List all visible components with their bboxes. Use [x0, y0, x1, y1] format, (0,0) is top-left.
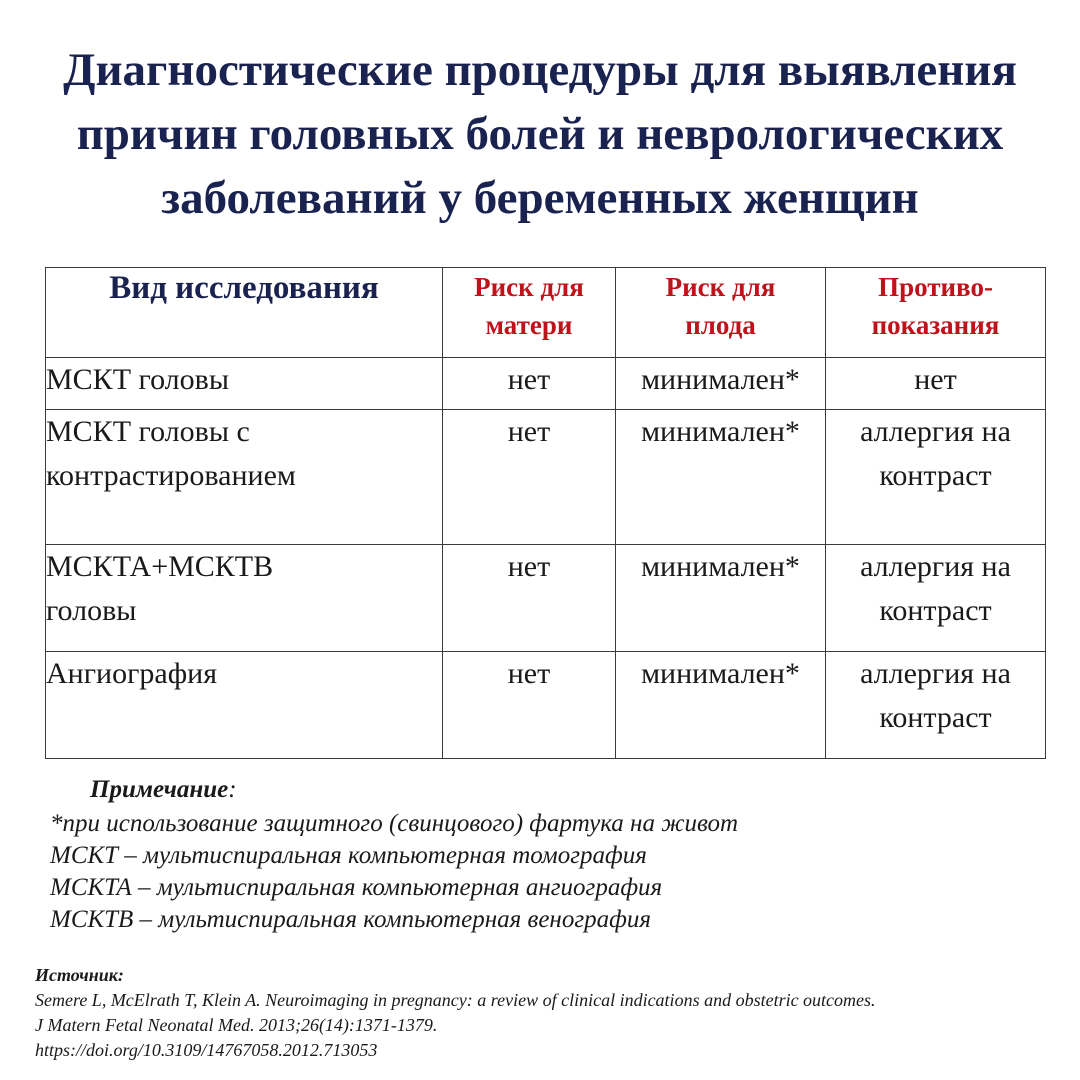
mother-risk-cell: нет: [443, 545, 616, 652]
study-name-line: контрастированием: [46, 459, 296, 492]
title-line-1: Диагностические процедуры для выявления: [63, 44, 1017, 96]
mother-risk-cell: нет: [443, 652, 616, 759]
contra-cell: [826, 358, 1046, 410]
contra-line: контраст: [879, 701, 992, 734]
mother-risk-cell: нет: [443, 410, 616, 545]
study-name-line: МСКТА+МСКТВ: [46, 550, 274, 583]
contra-line: аллергия на: [860, 415, 1011, 448]
study-name-cell: [46, 358, 443, 410]
footnote-title-text: Примечание: [90, 776, 229, 803]
header-mother-risk-line-2: матери: [485, 310, 573, 340]
contra-cell: [826, 410, 1046, 545]
footnote-line: МСКТВ – мультиспиральная компьютерная венография: [50, 906, 651, 933]
footnote-line: МСКТ – мультиспиральная компьютерная томография: [50, 842, 647, 869]
study-name-cell: [46, 545, 443, 652]
footnote-line: МСКТА – мультиспиральная компьютерная ангиография: [50, 874, 663, 901]
header-mother-risk: [443, 268, 616, 358]
mother-risk-cell: нет: [443, 358, 616, 410]
fetus-risk-cell: минимален*: [616, 410, 826, 545]
contra-cell: [826, 652, 1046, 759]
source-line: Semere L, McElrath T, Klein A. Neuroimaging in pregnancy: a review of clinical indications and obstetric outcomes.: [35, 990, 876, 1010]
study-name-line: МСКТ головы с: [46, 415, 250, 448]
study-name-line: Ангиография: [46, 657, 217, 690]
title-line-3: заболеваний у беременных женщин: [161, 172, 919, 224]
contra-line: нет: [914, 363, 957, 396]
table-row: [46, 652, 1046, 759]
header-contraindications: [826, 268, 1046, 358]
header-contra-line-1: Противо-: [878, 272, 993, 302]
fetus-risk-cell: минимален*: [616, 545, 826, 652]
study-name-cell: [46, 410, 443, 545]
header-contra-line-2: показания: [871, 310, 1000, 340]
source-doi-link[interactable]: https://doi.org/10.3109/14767058.2012.713053: [35, 1040, 378, 1060]
source-title: Источник:: [35, 965, 124, 985]
study-name-line: МСКТ головы: [46, 363, 229, 396]
table-row: [46, 545, 1046, 652]
header-fetus-risk-line-2: плода: [685, 310, 756, 340]
contra-line: контраст: [879, 594, 992, 627]
table-header-row: [46, 268, 1046, 358]
contra-cell: [826, 545, 1046, 652]
header-fetus-risk: [616, 268, 826, 358]
table-row: [46, 358, 1046, 410]
header-study-type: Вид исследования: [46, 268, 443, 358]
title-line-2: причин головных болей и неврологических: [76, 108, 1004, 160]
contra-line: контраст: [879, 459, 992, 492]
source-line: J Matern Fetal Neonatal Med. 2013;26(14):1371-1379.: [35, 1015, 438, 1035]
header-mother-risk-line-1: Риск для: [474, 272, 584, 302]
contra-line: аллергия на: [860, 550, 1011, 583]
diagnostics-table: [45, 267, 1046, 759]
study-name-cell: [46, 652, 443, 759]
footnote-title: [50, 774, 1050, 806]
contra-line: аллергия на: [860, 657, 1011, 690]
fetus-risk-cell: минимален*: [616, 358, 826, 410]
footnote: [50, 774, 1050, 936]
footnote-title-colon: :: [228, 776, 237, 803]
header-fetus-risk-line-1: Риск для: [665, 272, 776, 302]
fetus-risk-cell: минимален*: [616, 652, 826, 759]
footnote-line: *при использование защитного (свинцового) фартука на живот: [50, 810, 739, 837]
source-citation: [35, 963, 1055, 1063]
study-name-line: головы: [46, 594, 137, 627]
page-title: [20, 38, 1060, 230]
table-row: [46, 410, 1046, 545]
